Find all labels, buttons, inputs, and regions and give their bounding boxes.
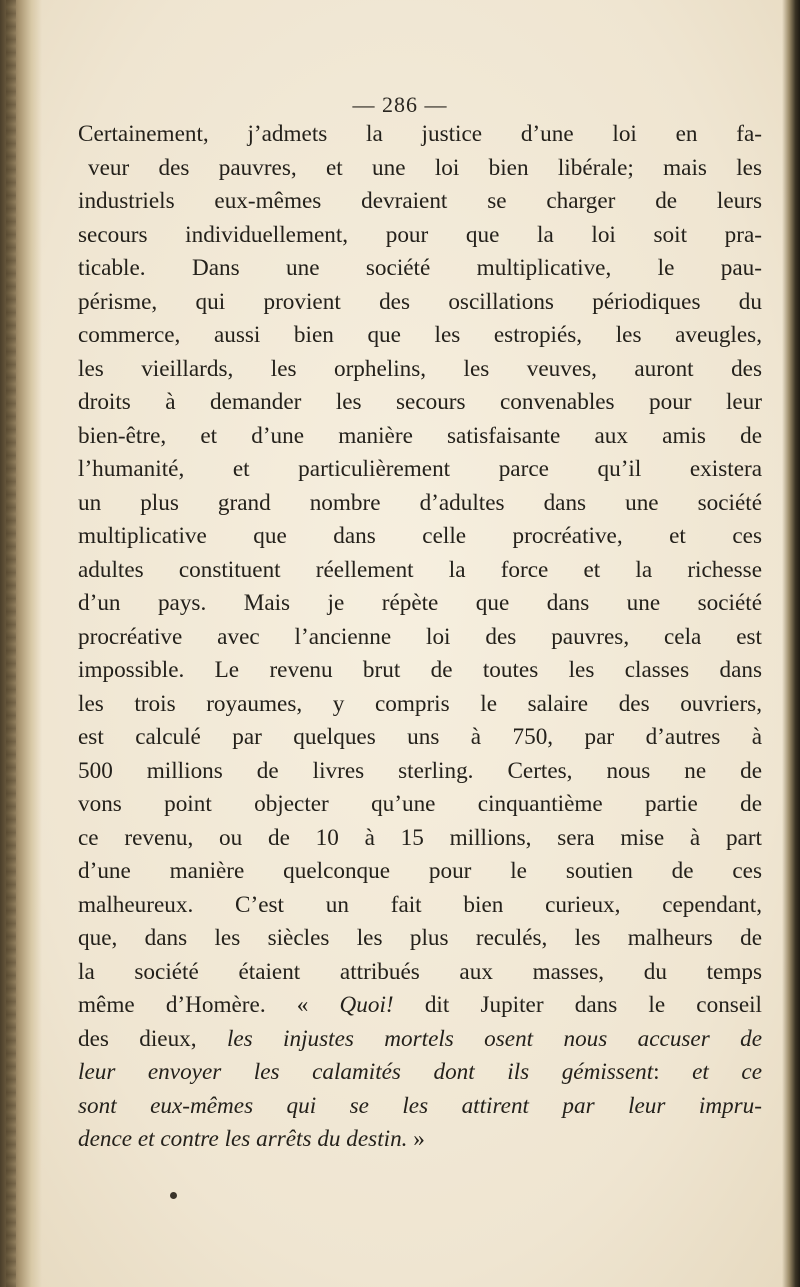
text-line bbox=[78, 118, 762, 152]
text-run: 500 millions de livres sterling. Certes, nous ne de bbox=[78, 757, 762, 784]
text-run: les vieillards, les orphelins, les veuves, auront des bbox=[78, 355, 762, 382]
text-run: d’un pays. Mais je répète que dans une société bbox=[78, 590, 762, 616]
text-run: la société étaient attribués aux masses, du temps bbox=[78, 958, 762, 985]
text-run: ticable. Dans une société multiplicative, le pau- bbox=[78, 255, 762, 281]
italic-text: Quoi! bbox=[339, 992, 394, 1018]
page-number: — 286 — bbox=[352, 92, 448, 117]
italic-text: dence et contre les arrêts du destin. bbox=[78, 1126, 408, 1152]
text-run: Certainement, j’admets la justice d’une loi en fa- bbox=[78, 121, 762, 147]
text-run: procréative avec l’ancienne loi des pauvres, cela est bbox=[78, 623, 762, 650]
text-run: dit Jupiter dans le conseil bbox=[393, 992, 762, 1018]
text-run: que, dans les siècles les plus reculés, les malheurs de bbox=[78, 925, 762, 951]
text-line bbox=[78, 420, 762, 454]
text-run: adultes constituent réellement la force et la richesse bbox=[78, 556, 762, 583]
text-run: l’humanité, et particulièrement parce qu’il existera bbox=[78, 456, 762, 482]
binding-gutter bbox=[0, 0, 42, 1287]
italic-text: les injustes mortels osent nous accuser de bbox=[226, 1025, 762, 1052]
text-line bbox=[78, 319, 762, 353]
text-run: les trois royaumes, y compris le salaire des ouvriers, bbox=[78, 690, 762, 717]
text-line bbox=[78, 353, 762, 387]
text-run: impossible. Le revenu brut de toutes les classes dans bbox=[78, 657, 762, 683]
text-run: des dieux, bbox=[78, 1025, 227, 1052]
text-line bbox=[78, 1023, 762, 1057]
text-line bbox=[78, 487, 762, 521]
text-run: d’une manière quelconque pour le soutien de ces bbox=[78, 858, 762, 884]
italic-text: sont eux-mêmes qui se les attirent par leur impru- bbox=[78, 1092, 762, 1119]
text-run: : bbox=[653, 1059, 693, 1085]
text-run: multiplicative que dans celle procréative, et ces bbox=[78, 523, 762, 549]
text-run: commerce, aussi bien que les estropiés, les aveugles, bbox=[78, 322, 762, 348]
text-run: un plus grand nombre d’adultes dans une société bbox=[78, 489, 762, 516]
text-line bbox=[78, 654, 762, 688]
text-line bbox=[78, 989, 762, 1023]
body-text bbox=[78, 118, 762, 1157]
text-line bbox=[78, 252, 762, 286]
text-line bbox=[78, 520, 762, 554]
text-run: secours individuellement, pour que la loi soit pra- bbox=[78, 221, 762, 248]
text-line bbox=[78, 587, 762, 621]
text-line bbox=[78, 554, 762, 588]
text-line bbox=[78, 822, 762, 856]
text-line bbox=[78, 286, 762, 320]
page-edge bbox=[782, 0, 800, 1287]
text-run: périsme, qui provient des oscillations périodiques du bbox=[78, 288, 762, 315]
text-run: bien-être, et d’une manière satisfaisante aux amis de bbox=[78, 422, 762, 449]
text-run: droits à demander les secours convenables pour leur bbox=[78, 389, 762, 415]
text-line bbox=[78, 1056, 762, 1090]
text-line bbox=[78, 956, 762, 990]
text-run: vons point objecter qu’une cinquantième partie de bbox=[78, 791, 762, 817]
text-line bbox=[78, 621, 762, 655]
text-run: industriels eux-mêmes devraient se charger de leurs bbox=[78, 188, 762, 214]
text-line bbox=[78, 855, 762, 889]
text-line bbox=[78, 185, 762, 219]
text-line bbox=[78, 386, 762, 420]
text-run: veur des pauvres, et une loi bien libérale; mais les bbox=[88, 154, 762, 181]
text-line bbox=[78, 688, 762, 722]
italic-text: leur envoyer les calamités dont ils gémissent bbox=[78, 1059, 654, 1085]
text-run: » bbox=[407, 1126, 425, 1152]
text-line bbox=[78, 788, 762, 822]
text-line bbox=[78, 755, 762, 789]
text-line bbox=[78, 219, 762, 253]
ink-speck bbox=[170, 1192, 177, 1199]
text-run: ce revenu, ou de 10 à 15 millions, sera mise à part bbox=[78, 824, 762, 851]
italic-text: et ce bbox=[692, 1059, 762, 1085]
text-run: est calculé par quelques uns à 750, par d’autres à bbox=[78, 724, 762, 750]
text-line bbox=[78, 1123, 762, 1157]
text-run: même d’Homère. « bbox=[78, 992, 340, 1018]
text-line bbox=[78, 889, 762, 923]
text-line bbox=[78, 1090, 762, 1124]
text-run: malheureux. C’est un fait bien curieux, cependant, bbox=[78, 891, 762, 918]
text-line bbox=[78, 721, 762, 755]
text-line bbox=[78, 453, 762, 487]
text-line bbox=[78, 922, 762, 956]
text-line bbox=[78, 152, 762, 186]
